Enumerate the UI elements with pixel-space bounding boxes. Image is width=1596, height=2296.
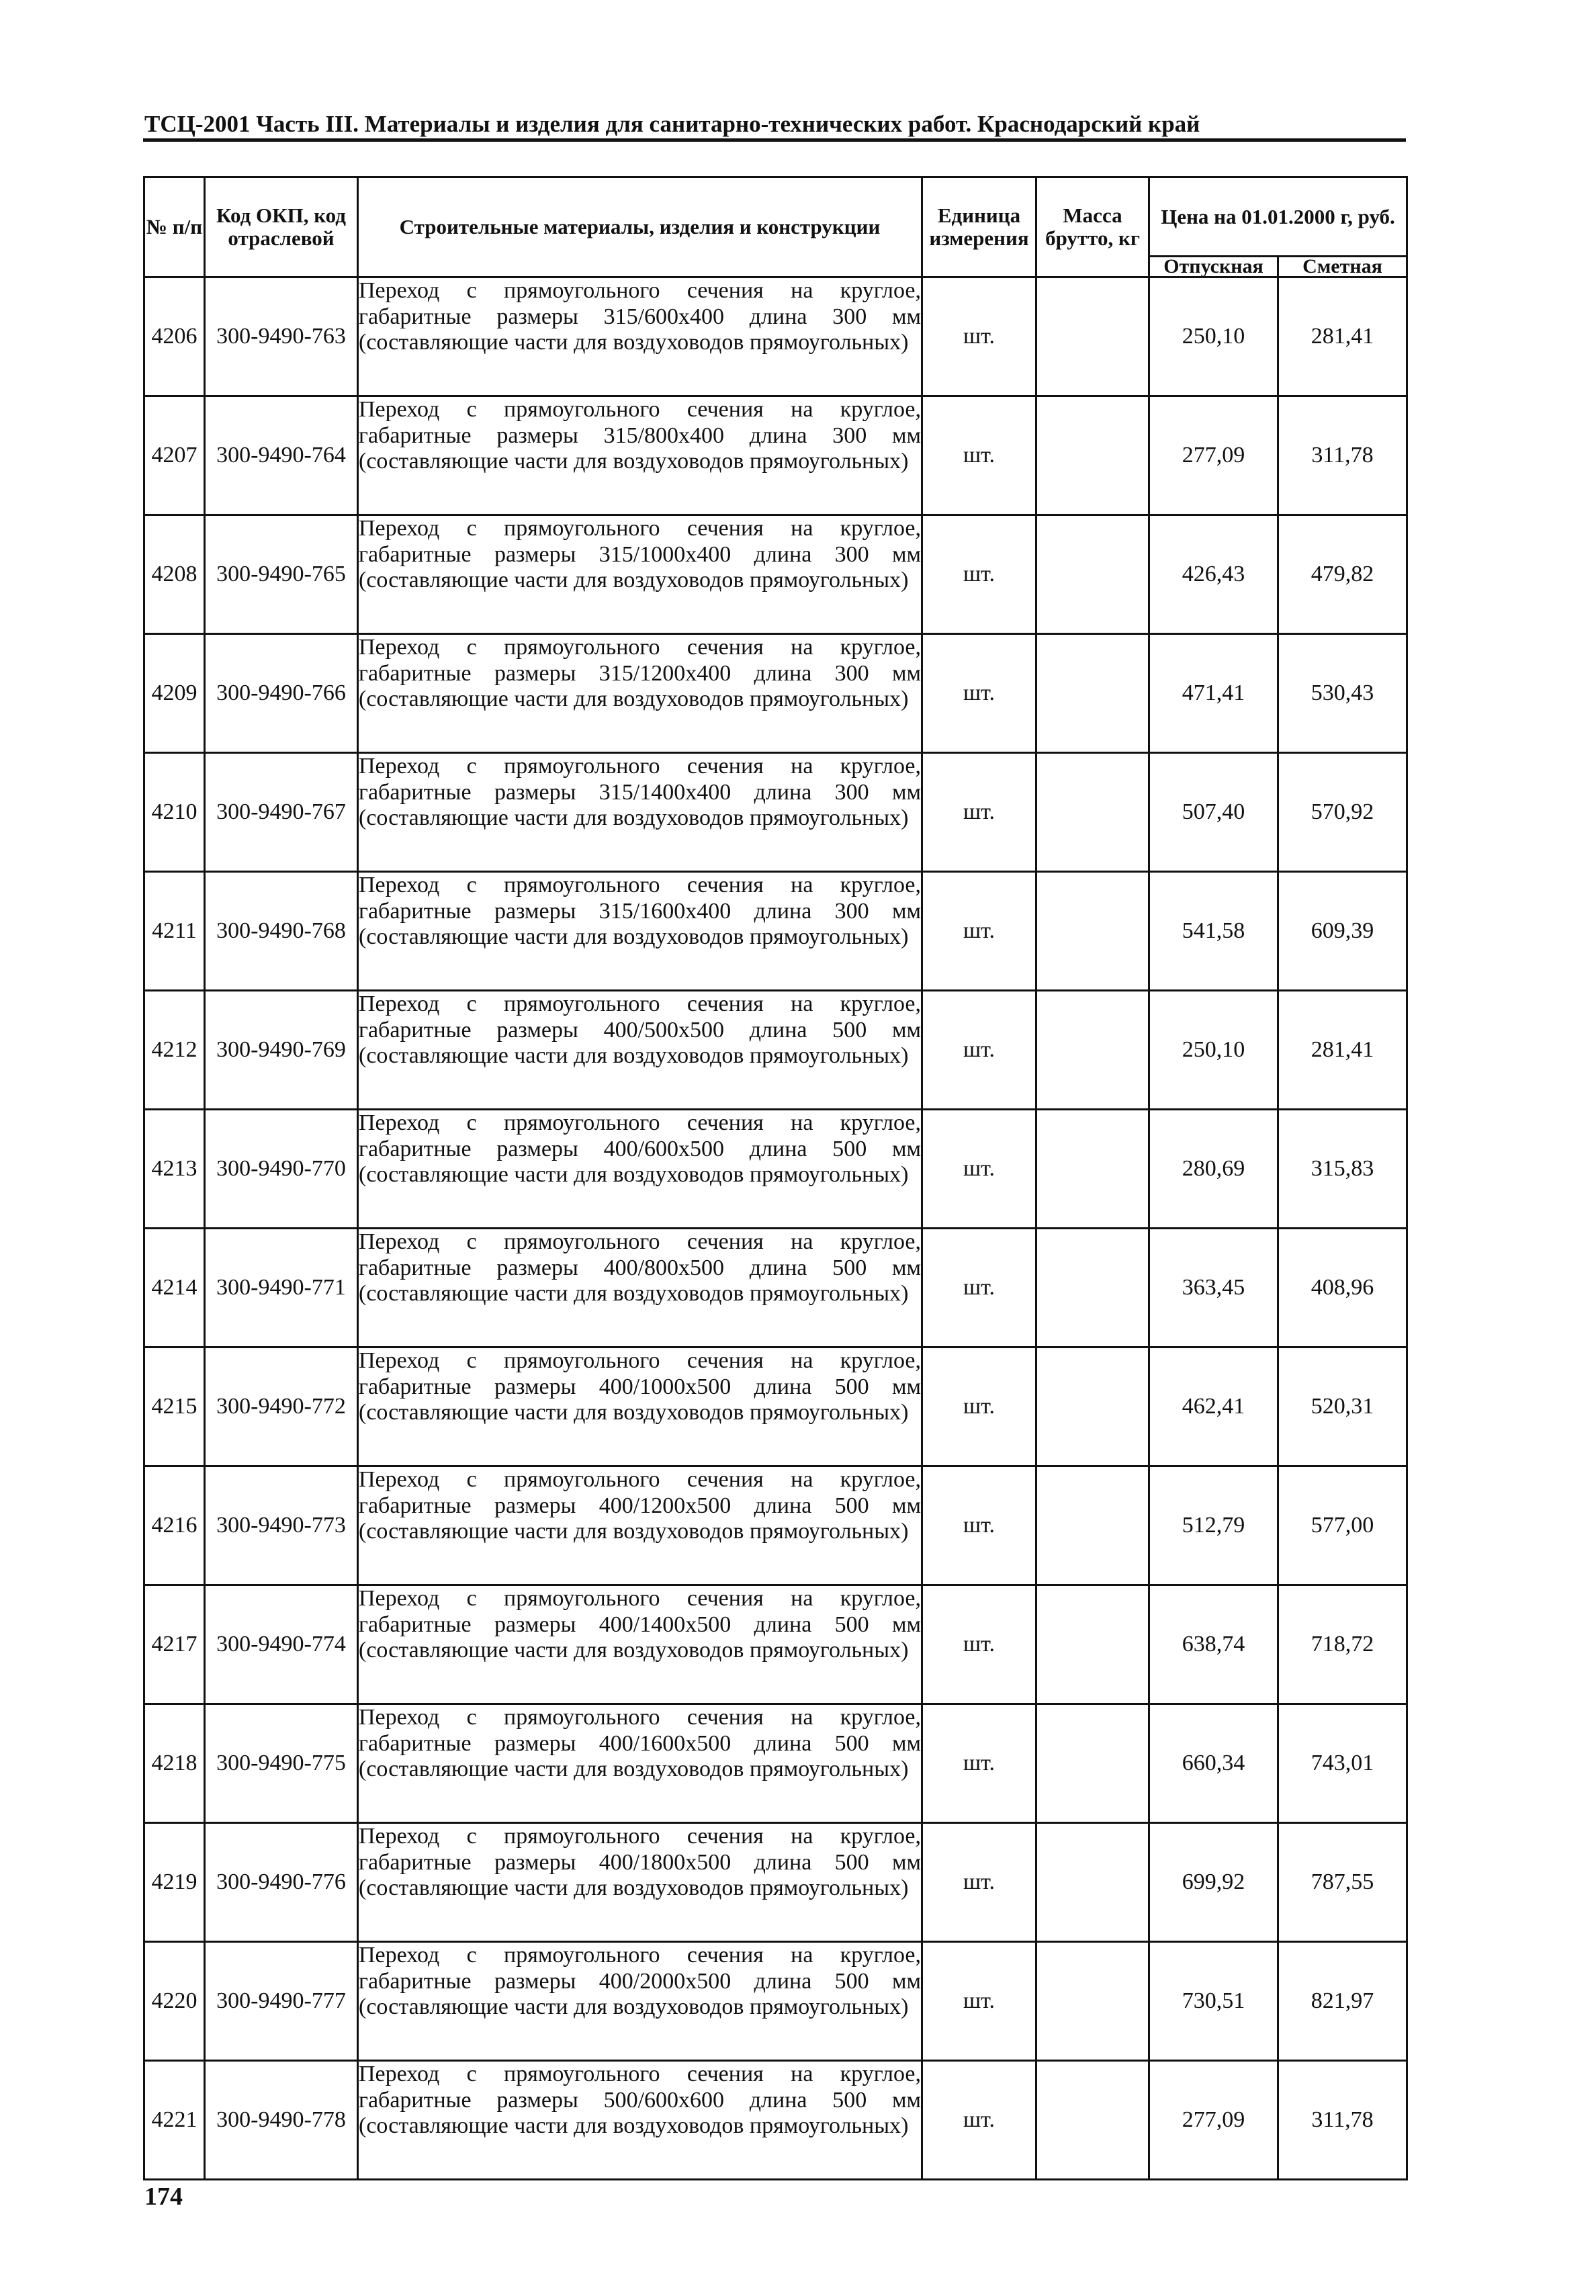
- okp-code: 300-9490-764: [205, 396, 358, 515]
- gross-mass: [1036, 277, 1149, 396]
- header-mass: Масса брутто, кг: [1036, 177, 1149, 277]
- table-row: [144, 1823, 1407, 1942]
- material-name: Переход с прямоугольного сечения на круглое, габаритные размеры 400/600х500 длина 500 мм (составляющие части для воздуховодов прямоугольных): [358, 1110, 922, 1229]
- row-number: 4220: [144, 1942, 205, 2061]
- row-number: 4207: [144, 396, 205, 515]
- row-number: 4213: [144, 1110, 205, 1229]
- table-row: [144, 1229, 1407, 1348]
- price-table: [143, 176, 1408, 2180]
- gross-mass: [1036, 991, 1149, 1110]
- material-name: Переход с прямоугольного сечения на круглое, габаритные размеры 400/1600х500 длина 500 мм (составляющие части для воздуховодов прямоугольных): [358, 1704, 922, 1823]
- unit-of-measure: шт.: [922, 1110, 1036, 1229]
- unit-of-measure: шт.: [922, 753, 1036, 872]
- material-name: Переход с прямоугольного сечения на круглое, габаритные размеры 315/1400х400 длина 300 мм (составляющие части для воздуховодов прямоугольных): [358, 753, 922, 872]
- estimate-price: 570,92: [1278, 753, 1407, 872]
- material-name: Переход с прямоугольного сечения на круглое, габаритные размеры 400/1000х500 длина 500 мм (составляющие части для воздуховодов прямоугольных): [358, 1348, 922, 1466]
- page-number: 174: [144, 2182, 183, 2211]
- row-number: 4221: [144, 2061, 205, 2180]
- table-row: [144, 515, 1407, 634]
- row-number: 4210: [144, 753, 205, 872]
- release-price: 280,69: [1149, 1110, 1278, 1229]
- estimate-price: 479,82: [1278, 515, 1407, 634]
- unit-of-measure: шт.: [922, 1585, 1036, 1704]
- table-row: [144, 277, 1407, 396]
- table-row: [144, 1466, 1407, 1585]
- unit-of-measure: шт.: [922, 1466, 1036, 1585]
- estimate-price: 315,83: [1278, 1110, 1407, 1229]
- table-row: [144, 1704, 1407, 1823]
- header-code: Код ОКП, код отраслевой: [205, 177, 358, 277]
- estimate-price: 311,78: [1278, 2061, 1407, 2180]
- estimate-price: 743,01: [1278, 1704, 1407, 1823]
- header-num: № п/п: [144, 177, 205, 277]
- estimate-price: 281,41: [1278, 277, 1407, 396]
- release-price: 471,41: [1149, 634, 1278, 753]
- estimate-price: 821,97: [1278, 1942, 1407, 2061]
- header-estimate-price: Сметная: [1278, 257, 1407, 277]
- estimate-price: 577,00: [1278, 1466, 1407, 1585]
- estimate-price: 311,78: [1278, 396, 1407, 515]
- gross-mass: [1036, 2061, 1149, 2180]
- okp-code: 300-9490-773: [205, 1466, 358, 1585]
- release-price: 462,41: [1149, 1348, 1278, 1466]
- row-number: 4215: [144, 1348, 205, 1466]
- unit-of-measure: шт.: [922, 1942, 1036, 2061]
- okp-code: 300-9490-772: [205, 1348, 358, 1466]
- release-price: 250,10: [1149, 277, 1278, 396]
- gross-mass: [1036, 1942, 1149, 2061]
- release-price: 277,09: [1149, 396, 1278, 515]
- material-name: Переход с прямоугольного сечения на круглое, габаритные размеры 400/1800х500 длина 500 мм (составляющие части для воздуховодов прямоугольных): [358, 1823, 922, 1942]
- row-number: 4208: [144, 515, 205, 634]
- release-price: 363,45: [1149, 1229, 1278, 1348]
- gross-mass: [1036, 1466, 1149, 1585]
- okp-code: 300-9490-767: [205, 753, 358, 872]
- material-name: Переход с прямоугольного сечения на круглое, габаритные размеры 315/1200х400 длина 300 мм (составляющие части для воздуховодов прямоугольных): [358, 634, 922, 753]
- gross-mass: [1036, 872, 1149, 991]
- unit-of-measure: шт.: [922, 2061, 1036, 2180]
- row-number: 4212: [144, 991, 205, 1110]
- gross-mass: [1036, 396, 1149, 515]
- estimate-price: 787,55: [1278, 1823, 1407, 1942]
- unit-of-measure: шт.: [922, 1704, 1036, 1823]
- gross-mass: [1036, 1110, 1149, 1229]
- gross-mass: [1036, 1348, 1149, 1466]
- gross-mass: [1036, 1229, 1149, 1348]
- table-row: [144, 1348, 1407, 1466]
- header-rule: [143, 138, 1406, 142]
- row-number: 4211: [144, 872, 205, 991]
- table-row: [144, 2061, 1407, 2180]
- release-price: 507,40: [1149, 753, 1278, 872]
- header-name: Строительные материалы, изделия и конструкции: [358, 177, 922, 277]
- material-name: Переход с прямоугольного сечения на круглое, габаритные размеры 400/800х500 длина 500 мм (составляющие части для воздуховодов прямоугольных): [358, 1229, 922, 1348]
- table-row: [144, 753, 1407, 872]
- row-number: 4219: [144, 1823, 205, 1942]
- release-price: 638,74: [1149, 1585, 1278, 1704]
- unit-of-measure: шт.: [922, 634, 1036, 753]
- table-row: [144, 991, 1407, 1110]
- material-name: Переход с прямоугольного сечения на круглое, габаритные размеры 400/2000х500 длина 500 мм (составляющие части для воздуховодов прямоугольных): [358, 1942, 922, 2061]
- release-price: 660,34: [1149, 1704, 1278, 1823]
- okp-code: 300-9490-771: [205, 1229, 358, 1348]
- unit-of-measure: шт.: [922, 277, 1036, 396]
- table-row: [144, 1585, 1407, 1704]
- page-header: ТСЦ-2001 Часть III. Материалы и изделия для санитарно-технических работ. Краснодарский край: [144, 111, 1200, 137]
- material-name: Переход с прямоугольного сечения на круглое, габаритные размеры 315/800х400 длина 300 мм (составляющие части для воздуховодов прямоугольных): [358, 396, 922, 515]
- table-row: [144, 634, 1407, 753]
- gross-mass: [1036, 1585, 1149, 1704]
- estimate-price: 609,39: [1278, 872, 1407, 991]
- okp-code: 300-9490-763: [205, 277, 358, 396]
- gross-mass: [1036, 753, 1149, 872]
- release-price: 426,43: [1149, 515, 1278, 634]
- okp-code: 300-9490-776: [205, 1823, 358, 1942]
- gross-mass: [1036, 634, 1149, 753]
- okp-code: 300-9490-768: [205, 872, 358, 991]
- header-release-price: Отпускная: [1149, 257, 1278, 277]
- material-name: Переход с прямоугольного сечения на круглое, габаритные размеры 400/1400х500 длина 500 мм (составляющие части для воздуховодов прямоугольных): [358, 1585, 922, 1704]
- table-row: [144, 1942, 1407, 2061]
- unit-of-measure: шт.: [922, 1823, 1036, 1942]
- okp-code: 300-9490-770: [205, 1110, 358, 1229]
- unit-of-measure: шт.: [922, 396, 1036, 515]
- row-number: 4217: [144, 1585, 205, 1704]
- material-name: Переход с прямоугольного сечения на круглое, габаритные размеры 400/500х500 длина 500 мм (составляющие части для воздуховодов прямоугольных): [358, 991, 922, 1110]
- estimate-price: 718,72: [1278, 1585, 1407, 1704]
- okp-code: 300-9490-766: [205, 634, 358, 753]
- unit-of-measure: шт.: [922, 872, 1036, 991]
- row-number: 4218: [144, 1704, 205, 1823]
- table-body: [144, 277, 1407, 2180]
- material-name: Переход с прямоугольного сечения на круглое, габаритные размеры 315/600х400 длина 300 мм (составляющие части для воздуховодов прямоугольных): [358, 277, 922, 396]
- release-price: 541,58: [1149, 872, 1278, 991]
- okp-code: 300-9490-769: [205, 991, 358, 1110]
- gross-mass: [1036, 515, 1149, 634]
- row-number: 4206: [144, 277, 205, 396]
- material-name: Переход с прямоугольного сечения на круглое, габаритные размеры 315/1600х400 длина 300 мм (составляющие части для воздуховодов прямоугольных): [358, 872, 922, 991]
- row-number: 4214: [144, 1229, 205, 1348]
- release-price: 699,92: [1149, 1823, 1278, 1942]
- row-number: 4216: [144, 1466, 205, 1585]
- estimate-price: 408,96: [1278, 1229, 1407, 1348]
- release-price: 277,09: [1149, 2061, 1278, 2180]
- gross-mass: [1036, 1704, 1149, 1823]
- unit-of-measure: шт.: [922, 515, 1036, 634]
- okp-code: 300-9490-777: [205, 1942, 358, 2061]
- table-row: [144, 396, 1407, 515]
- release-price: 512,79: [1149, 1466, 1278, 1585]
- header-unit: Единица измерения: [922, 177, 1036, 277]
- material-name: Переход с прямоугольного сечения на круглое, габаритные размеры 400/1200х500 длина 500 мм (составляющие части для воздуховодов прямоугольных): [358, 1466, 922, 1585]
- release-price: 730,51: [1149, 1942, 1278, 2061]
- release-price: 250,10: [1149, 991, 1278, 1110]
- estimate-price: 520,31: [1278, 1348, 1407, 1466]
- estimate-price: 281,41: [1278, 991, 1407, 1110]
- okp-code: 300-9490-778: [205, 2061, 358, 2180]
- header-price: Цена на 01.01.2000 г, руб.: [1149, 177, 1407, 257]
- unit-of-measure: шт.: [922, 1348, 1036, 1466]
- okp-code: 300-9490-775: [205, 1704, 358, 1823]
- material-name: Переход с прямоугольного сечения на круглое, габаритные размеры 500/600х600 длина 500 мм (составляющие части для воздуховодов прямоугольных): [358, 2061, 922, 2180]
- unit-of-measure: шт.: [922, 991, 1036, 1110]
- table-row: [144, 1110, 1407, 1229]
- estimate-price: 530,43: [1278, 634, 1407, 753]
- unit-of-measure: шт.: [922, 1229, 1036, 1348]
- gross-mass: [1036, 1823, 1149, 1942]
- row-number: 4209: [144, 634, 205, 753]
- okp-code: 300-9490-765: [205, 515, 358, 634]
- okp-code: 300-9490-774: [205, 1585, 358, 1704]
- table-row: [144, 872, 1407, 991]
- material-name: Переход с прямоугольного сечения на круглое, габаритные размеры 315/1000х400 длина 300 мм (составляющие части для воздуховодов прямоугольных): [358, 515, 922, 634]
